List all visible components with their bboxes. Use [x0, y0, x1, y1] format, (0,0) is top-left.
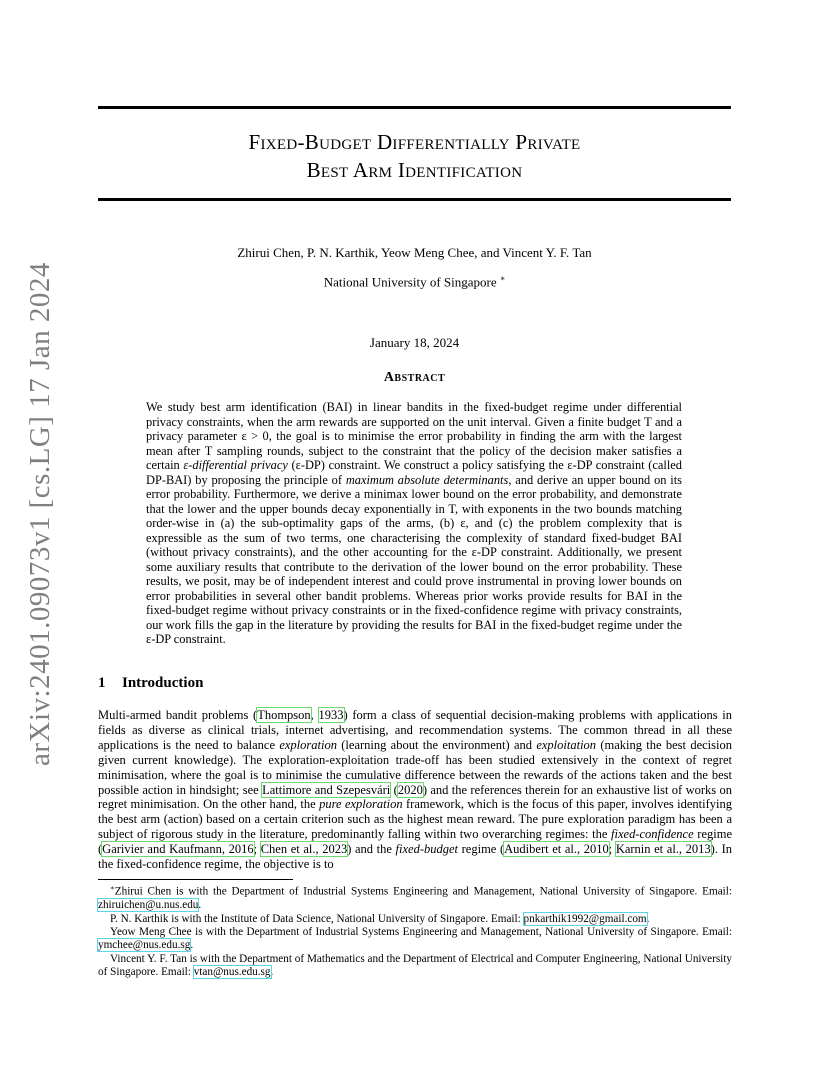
- footnote-period: .: [198, 899, 202, 912]
- section-number: 1: [98, 675, 106, 691]
- intro-emphasis: fixed-confidence: [611, 827, 694, 842]
- date: January 18, 2024: [369, 335, 460, 350]
- author-list: Zhirui Chen, P. N. Karthik, Yeow Meng Chee, and Vincent Y. F. Tan: [237, 245, 592, 260]
- intro-emphasis: exploration: [279, 737, 337, 752]
- footnote-rule: [98, 879, 293, 880]
- citation-link[interactable]: Karnin et al., 2013: [615, 842, 711, 857]
- footnote-tan: [98, 953, 732, 980]
- abstract-part-2: (ε-DP) constraint. We construct a policy satisfying the ε-DP constraint (called DP-BAI) by proposing the principle of: [146, 458, 682, 487]
- title-line-1: [98, 128, 731, 156]
- abstract-heading: [98, 370, 731, 386]
- intro-text: regime (: [458, 842, 505, 857]
- email-link[interactable]: zhiruichen@u.nus.edu: [98, 899, 199, 912]
- affiliation-text: National University of Singapore: [323, 274, 497, 290]
- title-line-2: [98, 156, 731, 184]
- footnote-chee: [98, 926, 732, 953]
- footnotes: [98, 882, 732, 980]
- intro-text: framework, which is the focus of this paper, involves identifying the best arm (action) based on a certain criterion such as the highest mean reward. The pure exploration paradigm has been a subject of rigorous study in the literature, predominantly falling within two overarching regimes: the: [98, 797, 733, 842]
- citation-link[interactable]: 2020: [397, 782, 423, 797]
- abstract-part-3: , and derive an upper bound on its error probability. Furthermore, we derive a minimax lower bound on the error probability, and demonstrate that the lower and the upper bounds decay exponentially in T, with exponents in the two bounds matching order-wise in (a) the sub-optimality gaps of the arms, (b) ε, and (c) the problem complexity that is expressible as the sum of two terms, one characterising the complexity of standard fixed-budget BAI (without privacy constraints), and the other accounting for the ε-DP constraint. Additionally, we present some auxiliary results that contribute to the derivation of the lower bound on the error probability. These results, we posit, may be of independent interest and could prove instrumental in proving lower bounds on error probabilities in several other bandit problems. Whereas prior works provide results for BAI in the fixed-budget regime without privacy constraints or in the fixed-confidence regime with privacy constraints, our work fills the gap in the literature by providing the results for BAI in the fixed-budget regime under the ε-DP constraint.: [146, 472, 682, 646]
- footnote-period: .: [646, 912, 650, 925]
- citation-link[interactable]: Garivier and Kaufmann, 2016: [102, 842, 254, 857]
- email-link[interactable]: pnkarthik1992@gmail.com: [523, 912, 647, 925]
- intro-emphasis: fixed-budget: [395, 842, 459, 857]
- abstract-emphasis-mad: maximum absolute determinants: [345, 472, 509, 487]
- intro-emphasis: pure exploration: [319, 797, 403, 812]
- title-top-rule: [98, 106, 731, 109]
- affiliation-footnote-mark[interactable]: ∗: [499, 274, 506, 283]
- footnote-text: Zhirui Chen is with the Department of Industrial Systems Engineering and Management, National University of Singapore. Email:: [114, 885, 732, 898]
- arxiv-stamp: arXiv:2401.09073v1 [cs.LG] 17 Jan 2024: [24, 262, 56, 766]
- abstract-part-1: We study best arm identification (BAI) in linear bandits in the fixed-budget regime under differential privacy constraints, when the arm rewards are supported on the unit interval. Given a finite budget T and a privacy parameter ε > 0, the goal is to minimise the error probability in finding the arm with the largest mean after T sampling rounds, subject to the constraint that the policy of the decision maker satisfies a certain: [146, 400, 682, 472]
- intro-text: ) and the: [347, 842, 396, 857]
- title-bottom-rule: [98, 198, 731, 201]
- citation-link[interactable]: Chen et al., 2023: [260, 842, 348, 857]
- intro-text: ;: [608, 842, 616, 857]
- intro-text: ). In the fixed-confidence regime, the objective is to: [98, 842, 732, 872]
- footnote-period: .: [190, 939, 194, 952]
- title-line-1-text: Fixed-Budget Differentially Private: [248, 130, 581, 154]
- footnote-chen: [98, 882, 732, 913]
- footnote-text: Vincent Y. F. Tan is with the Department of Mathematics and the Department of Electrical and Computer Engineering, National University of Singapore. Email:: [98, 952, 732, 979]
- citation-link[interactable]: Audibert et al., 2010: [504, 842, 609, 857]
- footnote-period: .: [270, 966, 274, 979]
- intro-text: ) form a class of sequential decision-making problems with applications in fields as diverse as clinical trials, internet advertising, and recommendation systems. The common thread in all these applications is the need to balance: [98, 708, 733, 752]
- intro-text: (: [390, 782, 398, 797]
- intro-text: ;: [253, 842, 261, 857]
- intro-text: regime (: [98, 827, 732, 857]
- abstract-emphasis-dp: ε-differential privacy: [183, 458, 288, 472]
- title-line-2-text: Best Arm Identification: [306, 158, 523, 182]
- introduction-paragraph: [98, 708, 732, 872]
- footnote-mark: ∗: [110, 884, 115, 892]
- section-title: Introduction: [122, 675, 204, 691]
- citation-link[interactable]: Thompson: [257, 708, 311, 722]
- intro-text: ) and the references therein for an exhaustive list of works on regret minimisation. On the other hand, the: [98, 782, 732, 812]
- section-heading-introduction: [98, 675, 203, 692]
- footnote-text: P. N. Karthik is with the Institute of Data Science, National University of Singapore. Email:: [110, 912, 524, 925]
- email-link[interactable]: vtan@nus.edu.sg: [193, 966, 271, 979]
- affiliation: [98, 274, 731, 290]
- intro-text: (making the best decision given current knowledge). The exploration-exploitation trade-off has been studied extensively in the context of regret minimisation, where the goal is to minimise the cumulative difference between the rewards of the actions taken and the best possible action in hindsight; see: [98, 737, 732, 797]
- email-link[interactable]: ymchee@nus.edu.sg: [98, 939, 191, 952]
- abstract-heading-text: Abstract: [383, 370, 446, 385]
- abstract-body: [146, 400, 682, 647]
- citation-link[interactable]: 1933: [318, 708, 344, 722]
- intro-text: (learning about the environment) and: [336, 737, 537, 752]
- intro-emphasis: exploitation: [536, 737, 597, 752]
- intro-text: ,: [310, 708, 319, 722]
- citation-link[interactable]: Lattimore and Szepesvári: [262, 782, 391, 797]
- paper-title: [98, 128, 731, 184]
- intro-text: Multi-armed bandit problems (: [98, 708, 258, 722]
- footnote-karthik: [98, 913, 732, 926]
- footnote-text: Yeow Meng Chee is with the Department of Industrial Systems Engineering and Management, National University of Singapore. Email:: [110, 925, 732, 938]
